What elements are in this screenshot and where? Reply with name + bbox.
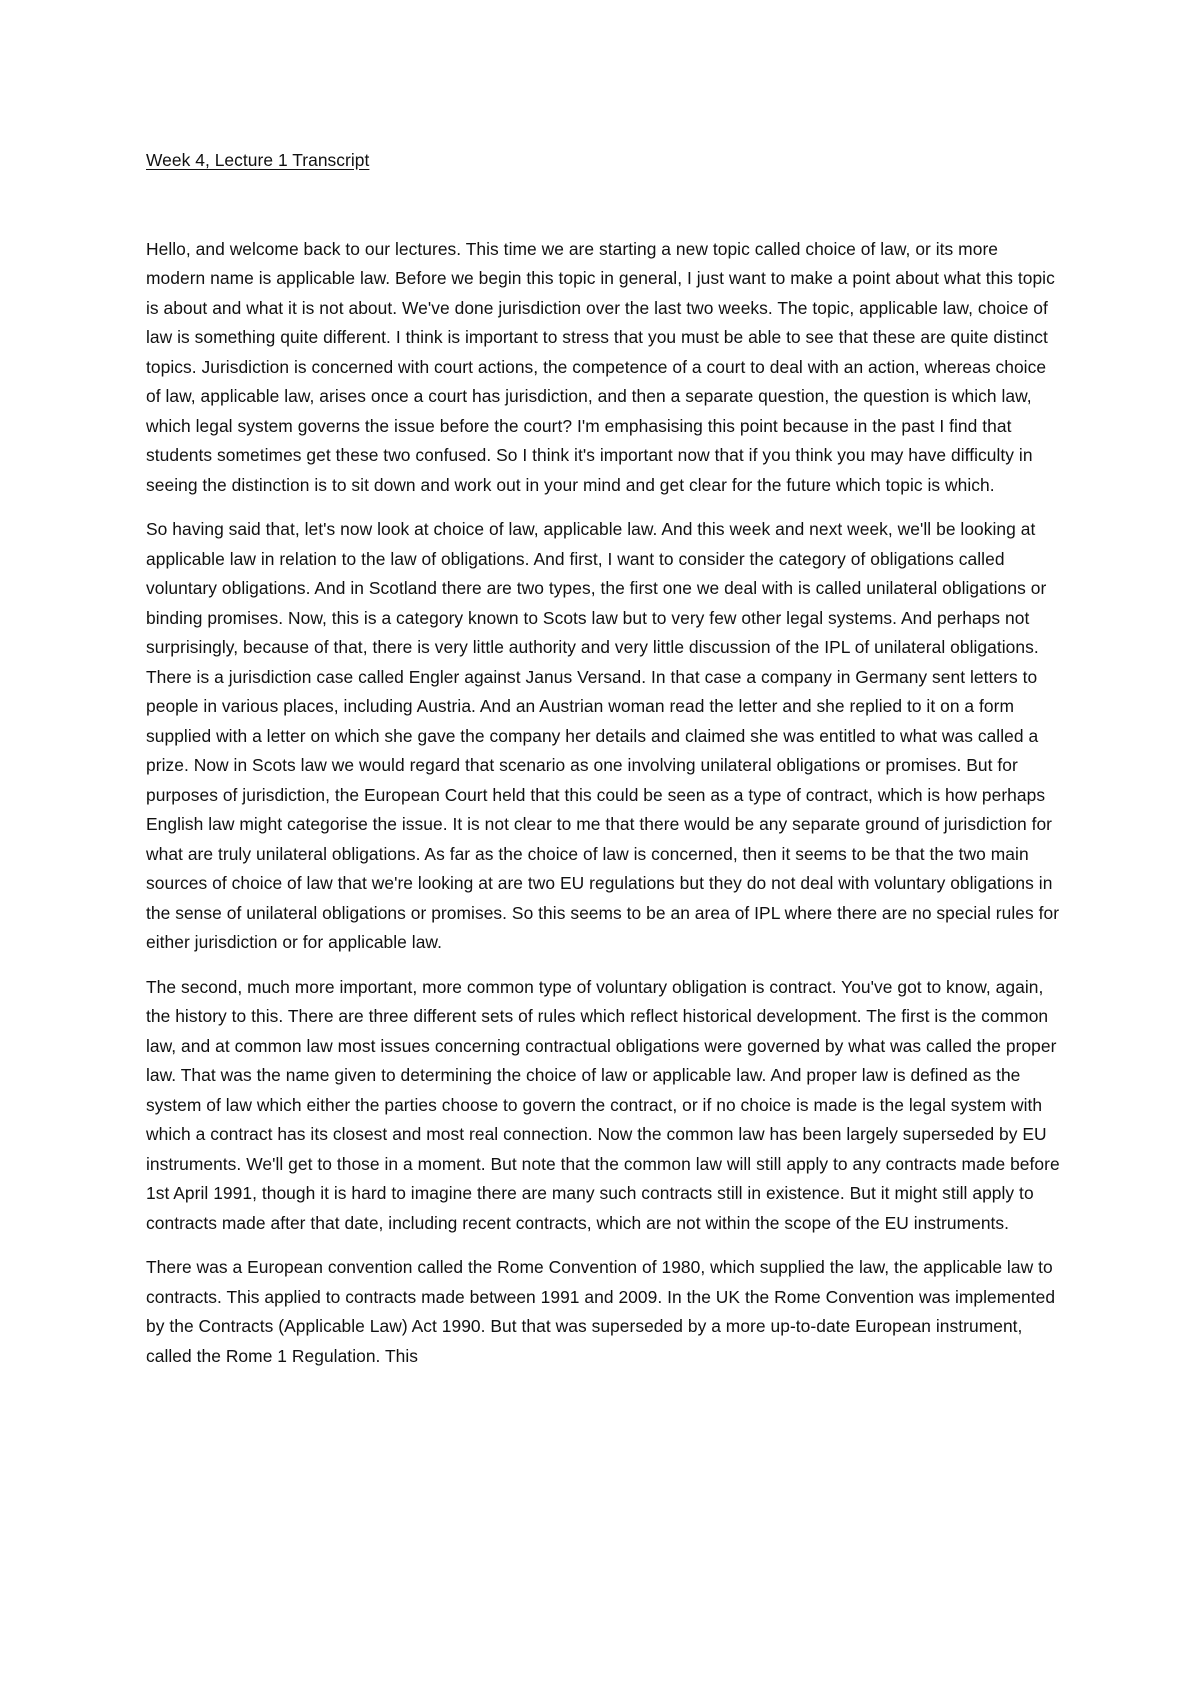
paragraph-intro: Hello, and welcome back to our lectures. This time we are starting a new topic called choice of law, or its more modern name is applicable law. Before we begin this topic in general, I just want to make a point about what this topic is about and what it is not about. We've done jurisdiction over the last two weeks. The topic, applicable law, choice of law is something quite different. I think is important to stress that you must be able to see that these are quite distinct topics. Jurisdiction is concerned with court actions, the competence of a court to deal with an action, whereas choice of law, applicable law, arises once a court has jurisdiction, and then a separate question, the question is which law, which legal system governs the issue before the court? I'm emphasising this point because in the past I find that students sometimes get these two confused. So I think it's important now that if you think you may have difficulty in seeing the distinction is to sit down and work out in your mind and get clear for the future which topic is which.	[146, 238, 1055, 495]
paragraph-contract: The second, much more important, more common type of voluntary obligation is contract. You've got to know, again, the history to this. There are three different sets of rules which reflect historical development. The first is the common law, and at common law most issues concerning contractual obligations were governed by what was called the proper law. That was the name given to determining the choice of law or applicable law. And proper law is defined as the system of law which either the parties choose to govern the contract, or if no choice is made is the legal system with which a contract has its closest and most real connection. Now the common law has been largely superseded by EU instruments. We'll get to those in a moment. But note that the common law will still apply to any contracts made before 1st April 1991, though it is hard to imagine there are many such contracts still in existence. But it might still apply to contracts made after that date, including recent contracts, which are not within the scope of the EU instruments.	[146, 976, 1060, 1233]
document-body	[146, 146, 1061, 1386]
document-title: Week 4, Lecture 1 Transcript	[146, 150, 370, 170]
paragraph-rome-convention: There was a European convention called the Rome Convention of 1980, which supplied the law, the applicable law to contracts. This applied to contracts made between 1991 and 2009. In the UK the Rome Convention was implemented by the Contracts (Applicable Law) Act 1990. But that was superseded by a more up-to-date European instrument, called the Rome 1 Regulation. This	[146, 1257, 1056, 1366]
paragraph-unilateral-obligations: So having said that, let's now look at choice of law, applicable law. And this week and next week, we'll be looking at applicable law in relation to the law of obligations. And first, I want to consider the category of obligations called voluntary obligations. And in Scotland there are two types, the first one we deal with is called unilateral obligations or binding promises. Now, this is a category known to Scots law but to very few other legal systems. And perhaps not surprisingly, because of that, there is very little authority and very little discussion of the IPL of unilateral obligations. There is a jurisdiction case called Engler against Janus Versand. In that case a company in Germany sent letters to people in various places, including Austria. And an Austrian woman read the letter and she replied to it on a form supplied with a letter on which she gave the company her details and claimed she was entitled to what was called a prize. Now in Scots law we would regard that scenario as one involving unilateral obligations or promises. But for purposes of jurisdiction, the European Court held that this could be seen as a type of contract, which is how perhaps English law might categorise the issue. It is not clear to me that there would be any separate ground of jurisdiction for what are truly unilateral obligations. As far as the choice of law is concerned, then it seems to be that the two main sources of choice of law that we're looking at are two EU regulations but they do not deal with voluntary obligations in the sense of unilateral obligations or promises. So this seems to be an area of IPL where there are no special rules for either jurisdiction or for applicable law.	[146, 519, 1060, 952]
